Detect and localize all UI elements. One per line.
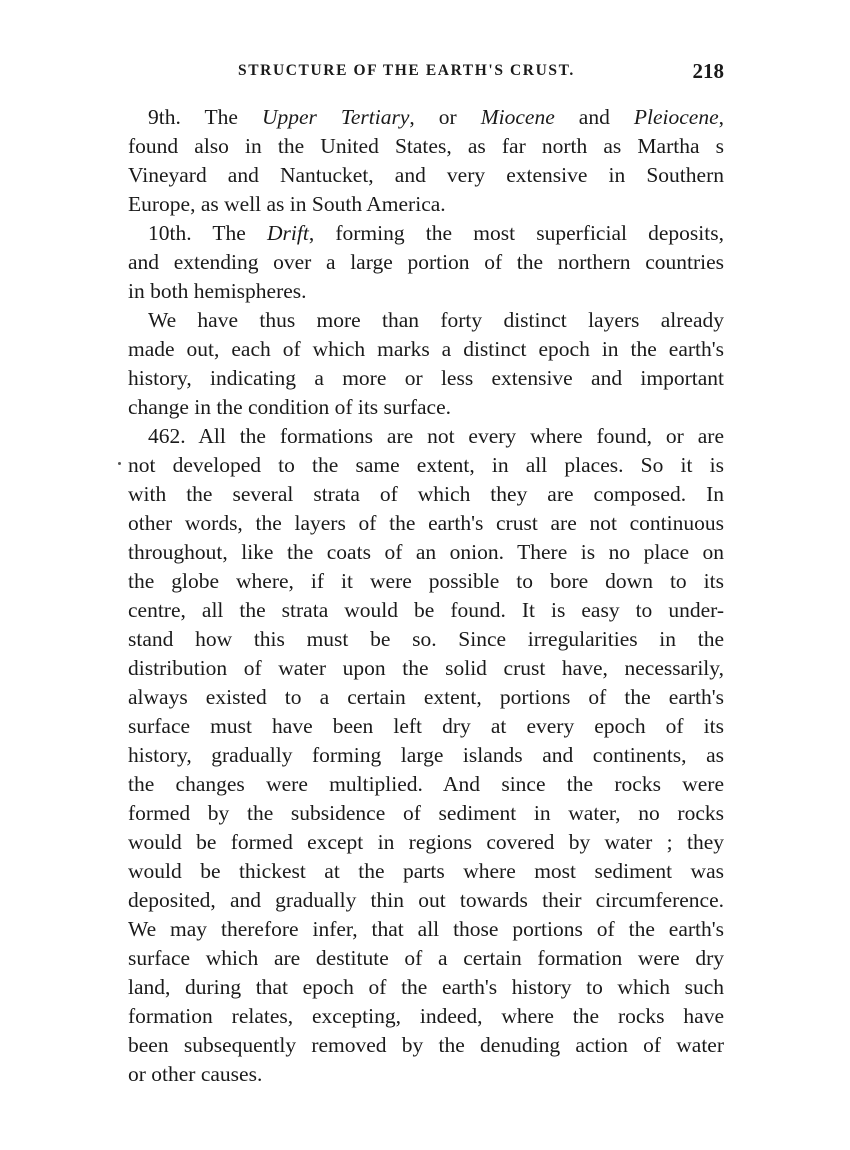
- text-line: [128, 1002, 724, 1031]
- text-run: not developed to the same extent, in all places. So it is: [128, 453, 724, 477]
- text-run: We have thus more than forty distinct layers already: [148, 308, 724, 332]
- text-line: [128, 915, 724, 944]
- text-run: 10th. The: [148, 221, 267, 245]
- text-line: [128, 944, 724, 973]
- text-run: deposited, and gradually thin out towards their circumference.: [128, 888, 724, 912]
- text-run: made out, each of which marks a distinct epoch in the earth's: [128, 337, 724, 361]
- text-run: history, gradually forming large islands and continents, as: [128, 743, 724, 767]
- text-run: , forming the most superficial deposits,: [308, 221, 724, 245]
- text-run: been subsequently removed by the denuding action of water: [128, 1033, 724, 1057]
- text-line: [128, 1060, 724, 1089]
- text-run: throughout, like the coats of an onion. There is no place on: [128, 540, 724, 564]
- text-run: 462. All the formations are not every where found, or are: [148, 424, 724, 448]
- text-run: surface which are destitute of a certain formation were dry: [128, 946, 724, 970]
- text-run: land, during that epoch of the earth's history to which such: [128, 975, 724, 999]
- text-run: formation relates, excepting, indeed, where the rocks have: [128, 1004, 724, 1028]
- text-run: found also in the United States, as far north as Martha s: [128, 134, 724, 158]
- text-line: [128, 219, 724, 248]
- text-run: We may therefore infer, that all those portions of the earth's: [128, 917, 724, 941]
- text-run: Vineyard and Nantucket, and very extensive in Southern: [128, 163, 724, 187]
- text-run: the globe where, if it were possible to bore down to its: [128, 569, 724, 593]
- text-run: surface must have been left dry at every epoch of its: [128, 714, 724, 738]
- text-run: always existed to a certain extent, portions of the earth's: [128, 685, 724, 709]
- text-line: [128, 190, 724, 219]
- italic-term: Upper Tertiary: [261, 105, 410, 129]
- text-line: [128, 886, 724, 915]
- text-line: [128, 712, 724, 741]
- running-title: STRUCTURE OF THE EARTH'S CRUST.: [238, 62, 575, 79]
- text-run: the changes were multiplied. And since the rocks were: [128, 772, 724, 796]
- text-run: in both hemispheres.: [128, 279, 307, 303]
- text-line: [128, 596, 724, 625]
- text-line: [128, 741, 724, 770]
- text-line: [128, 364, 724, 393]
- text-line: [128, 538, 724, 567]
- text-run: stand how this must be so. Since irregularities in the: [128, 627, 724, 651]
- running-head: [128, 59, 724, 86]
- text-run: change in the condition of its surface.: [128, 395, 451, 419]
- text-run: other words, the layers of the earth's crust are not continuous: [128, 511, 724, 535]
- text-run: Europe, as well as in South America.: [128, 192, 446, 216]
- text-line: [128, 625, 724, 654]
- text-line: [128, 1031, 724, 1060]
- text-run: distribution of water upon the solid crust have, necessarily,: [128, 656, 724, 680]
- text-line: [128, 770, 724, 799]
- text-line: [128, 480, 724, 509]
- text-run: history, indicating a more or less extensive and important: [128, 366, 724, 390]
- text-run: 9th. The: [148, 105, 262, 129]
- print-speck: [118, 462, 121, 465]
- text-run: and extending over a large portion of the northern countries: [128, 250, 724, 274]
- text-run: or other causes.: [128, 1062, 263, 1086]
- text-line: [128, 799, 724, 828]
- text-run: , or: [409, 105, 481, 129]
- body-text: [128, 103, 724, 1089]
- text-line: [128, 683, 724, 712]
- text-line: [128, 277, 724, 306]
- text-line: [128, 132, 724, 161]
- text-run: would be formed except in regions covered by water ; they: [128, 830, 724, 854]
- text-line: [128, 103, 724, 132]
- text-run: ,: [718, 105, 724, 129]
- text-line: [128, 509, 724, 538]
- text-line: [128, 654, 724, 683]
- text-run: centre, all the strata would be found. It is easy to under-: [128, 598, 724, 622]
- text-line: [128, 857, 724, 886]
- text-line: [128, 161, 724, 190]
- text-line: [128, 973, 724, 1002]
- text-line: [128, 393, 724, 422]
- text-line: [128, 422, 724, 451]
- text-line: [128, 451, 724, 480]
- text-line: [128, 567, 724, 596]
- text-run: would be thickest at the parts where most sediment was: [128, 859, 724, 883]
- italic-term: Drift: [266, 221, 309, 245]
- text-line: [128, 335, 724, 364]
- text-run: with the several strata of which they are composed. In: [128, 482, 724, 506]
- text-run: and: [554, 105, 634, 129]
- text-line: [128, 828, 724, 857]
- page-number: 218: [692, 59, 724, 83]
- text-run: formed by the subsidence of sediment in water, no rocks: [128, 801, 724, 825]
- text-line: [128, 306, 724, 335]
- italic-term: Pleiocene: [633, 105, 719, 129]
- text-line: [128, 248, 724, 277]
- italic-term: Miocene: [480, 105, 555, 129]
